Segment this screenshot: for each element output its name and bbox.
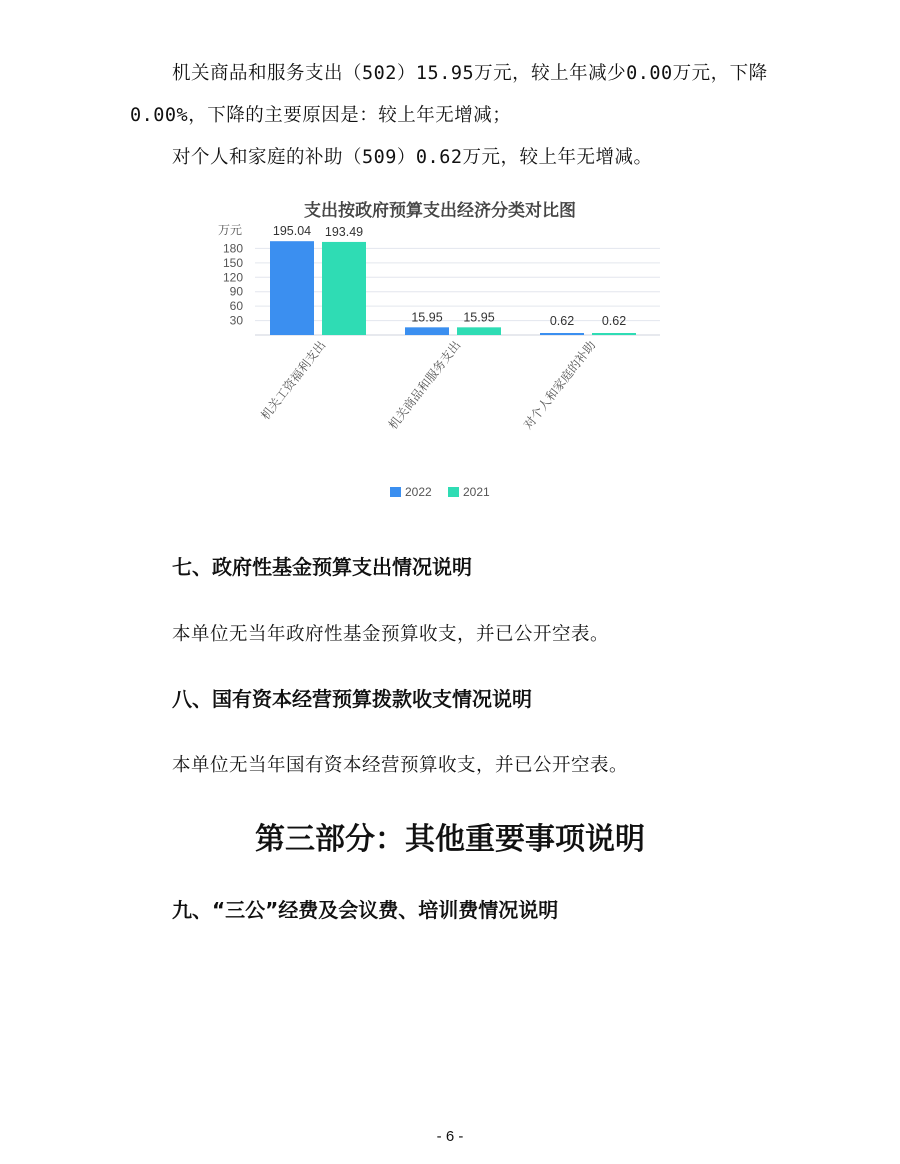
- data-label: 0.62: [549, 314, 575, 329]
- page-number: - 6 -: [436, 1128, 464, 1145]
- category-label: 机关工资福利支出: [258, 338, 329, 423]
- y-tick-label: 150: [222, 255, 243, 270]
- bar-2022: [270, 241, 314, 335]
- y-axis-unit-label: 万元: [217, 223, 243, 237]
- bar-2021: [322, 242, 366, 335]
- data-label: 195.04: [272, 224, 312, 239]
- legend-swatch-2021: [448, 487, 459, 497]
- section-8-heading: 八、国有资本经营预算拨款收支情况说明: [172, 687, 532, 711]
- data-label: 0.62: [601, 314, 627, 329]
- section-9-heading: 九、“三公”经费及会议费、培训费情况说明: [172, 898, 559, 922]
- y-tick-label: 120: [222, 270, 243, 285]
- paragraph-household-subsidy: 对个人和家庭的补助（509）0.62万元，较上年无增减。: [172, 147, 653, 168]
- bar-2021: [592, 333, 636, 335]
- legend-swatch-2022: [390, 487, 401, 497]
- section-7-text: 本单位无当年政府性基金预算收支，并已公开空表。: [172, 624, 610, 645]
- y-tick-label: 180: [222, 241, 243, 256]
- legend-label-2021: 2021: [463, 485, 490, 499]
- category-label: 对个人和家庭的补助: [520, 338, 599, 432]
- data-label: 193.49: [324, 224, 364, 239]
- y-tick-label: 60: [229, 299, 243, 314]
- y-tick-label: 30: [229, 313, 243, 328]
- section-8-text: 本单位无当年国有资本经营预算收支，并已公开空表。: [172, 755, 629, 776]
- section-7-heading: 七、政府性基金预算支出情况说明: [172, 555, 472, 579]
- bar-2022: [540, 333, 584, 335]
- category-label: 机关商品和服务支出: [385, 338, 464, 432]
- data-label: 15.95: [411, 310, 443, 325]
- legend-label-2022: 2022: [405, 485, 432, 499]
- chart-title: 支出按政府预算支出经济分类对比图: [304, 201, 576, 221]
- bar-2022: [405, 327, 449, 335]
- expenditure-comparison-chart: [200, 190, 680, 510]
- y-tick-label: 90: [229, 284, 243, 299]
- bar-2021: [457, 327, 501, 335]
- part-3-title: 第三部分：其他重要事项说明: [255, 822, 645, 857]
- paragraph-goods-services: 机关商品和服务支出（502）15.95万元，较上年减少0.00万元，下降0.00%，下降的主要原因是：较上年无增减；: [130, 63, 768, 126]
- data-label: 15.95: [463, 310, 495, 325]
